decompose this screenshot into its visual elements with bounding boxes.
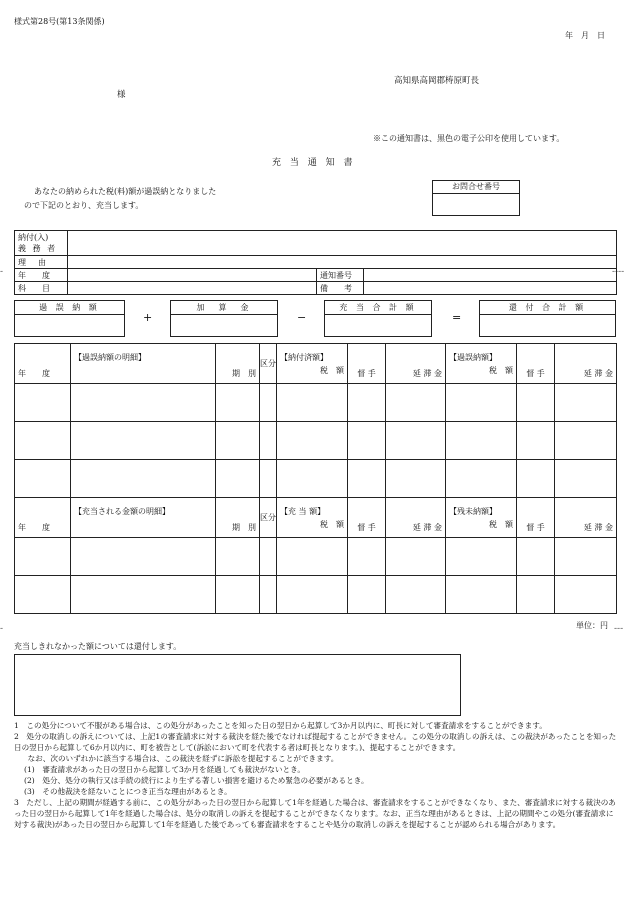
notice-no-label: 通知番号 <box>317 269 364 282</box>
t2-delay2-head: 延 滞 金 <box>555 498 617 538</box>
year-label: 年 度 <box>15 269 68 282</box>
page-title: 充 当 通 知 書 <box>272 158 356 168</box>
note-2-sub: なお、次のいずれかに該当する場合は、この裁決を経ずに訴訟を提起することができます。 <box>20 754 339 763</box>
form-id: 様式第28号(第13条関係) <box>14 17 105 26</box>
seal-note: ※この通知書は、黒色の電子公印を使用しています。 <box>373 134 565 143</box>
t2-delay-head: 延 滞 金 <box>386 498 446 538</box>
reason-label: 理 由 <box>15 256 68 269</box>
equals-sign: = <box>452 311 462 324</box>
table-row <box>15 422 617 460</box>
payer-label <box>15 231 68 256</box>
t2-applied-title: 【充 当 額】 <box>280 506 326 516</box>
remarks-label: 備 考 <box>317 282 364 295</box>
right-margin-mark: ---- <box>612 267 625 277</box>
inquiry-label: お問合せ番号 <box>433 181 519 194</box>
year-value <box>68 269 317 282</box>
item-label: 科 目 <box>15 282 68 295</box>
refund-note: 充当しきれなかった額については還付します。 <box>14 642 182 651</box>
t1-paid-title: 【納付済額】 <box>280 352 328 362</box>
t1-over-head <box>446 344 517 384</box>
table2-header <box>15 498 617 538</box>
t1-tokushu-head: 督 手 <box>348 344 386 384</box>
t2-unpaid-head <box>446 498 517 538</box>
t1-kubun-head: 区分 <box>260 344 277 384</box>
note-2-3: (3) その他裁決を経ないことにつき正当な理由があるとき。 <box>24 787 232 796</box>
table-row <box>15 460 617 498</box>
table-row <box>15 384 617 422</box>
applied-total-box <box>324 300 432 337</box>
addressee-suffix: 様 <box>117 90 126 100</box>
t1-detail-head: 【過誤納額の明細】 <box>71 344 216 384</box>
t1-year-head: 年 度 <box>15 344 71 384</box>
t2-kubun-head: 区分 <box>260 498 277 538</box>
addition-label: 加 算 金 <box>171 301 277 315</box>
t1-delay-head: 延 滞 金 <box>386 344 446 384</box>
reason-value <box>68 256 617 269</box>
t2-tax-head: 税 額 <box>320 519 344 529</box>
t1-paid-head <box>277 344 348 384</box>
t2-applied-head <box>277 498 348 538</box>
t2-detail-head: 【充当される金額の明細】 <box>71 498 216 538</box>
t1-delay2-head: 延 滞 金 <box>555 344 617 384</box>
minus-sign: − <box>297 311 307 324</box>
legal-notes <box>14 720 618 830</box>
refund-total-box <box>479 300 616 337</box>
issuer: 高知県高岡郡梼原町長 <box>394 76 480 86</box>
item-value <box>68 282 317 295</box>
t2-year-head: 年 度 <box>15 498 71 538</box>
t2-tokushu-head: 督 手 <box>348 498 386 538</box>
inquiry-box <box>432 180 520 216</box>
t2-period-head: 期 別 <box>216 498 260 538</box>
payer-label-2: 義 務 者 <box>18 244 58 253</box>
note-1: 1 この処分について不服がある場合は、この処分があったことを知った日の翌日から起算して3か月以内に、町長に対して審査請求をすることができます。 <box>14 721 547 730</box>
t1-tax-head: 税 額 <box>320 365 344 375</box>
intro-line-2: ので下記のとおり、充当します。 <box>24 201 144 210</box>
date-label: 年 月 日 <box>565 31 605 40</box>
t2-tokushu2-head: 督 手 <box>517 498 555 538</box>
overpaid-label: 過 誤 納 額 <box>15 301 124 315</box>
t2-unpaid-title: 【残未納額】 <box>449 506 497 516</box>
t1-tax2-head: 税 額 <box>489 365 513 375</box>
plus-sign: + <box>143 311 153 324</box>
left-margin-mark-2: - <box>0 624 4 634</box>
info-table <box>14 230 617 295</box>
right-margin-mark-2: --- <box>614 624 624 634</box>
table-row <box>15 538 617 576</box>
remarks-value <box>364 282 617 295</box>
refund-total-label: 還 付 合 計 額 <box>480 301 615 315</box>
note-2: 2 処分の取消しの訴えについては、上記1の審査請求に対する裁決を経た後でなければ提起することができません。この処分の取消しの訴えは、この裁決があったことを知った日の翌日から起算して6か月以内に、町を被告として(訴訟において町を代表する者は町長となります。)、提起することができます。 <box>14 732 617 752</box>
addition-box <box>170 300 278 337</box>
t1-tokushu2-head: 督 手 <box>517 344 555 384</box>
note-3: 3 ただし、上記の期間が経過する前に、この処分があった日の翌日から起算して1年を経過した場合は、審査請求をすることができなくなり、また、審査請求に対する裁決のあった日の翌日から起算して1年を経過した場合は、処分の取消しの訴えを提起することができなくなります。なお、正当な理由があるときは、上記の期間やこの処分(審査請求に対する裁決)があった日の翌日から起算して1年を経過した後であっても審査請求をすることや処分の取消しの訴えを提起することが認められる場合があります。 <box>14 798 616 829</box>
refund-note-box <box>14 654 461 716</box>
overpaid-box <box>14 300 125 337</box>
unit-label: 単位：円 <box>576 621 608 630</box>
t1-period-head: 期 別 <box>216 344 260 384</box>
notice-no-value <box>364 269 617 282</box>
note-2-2: (2) 処分、処分の執行又は手続の続行により生ずる著しい損害を避けるため緊急の必要があるとき。 <box>24 776 369 785</box>
intro-line-1: あなたの納められた税(料)額が過誤納となりました <box>34 187 217 196</box>
applied-total-label: 充 当 合 計 額 <box>325 301 431 315</box>
table1-header <box>15 344 617 384</box>
note-2-1: (1) 審査請求があった日の翌日から起算して3か月を経過しても裁決がないとき。 <box>24 765 305 774</box>
t2-tax2-head: 税 額 <box>489 519 513 529</box>
payer-label-1: 納付(入) <box>18 233 49 242</box>
t1-over-title: 【過誤納額】 <box>449 352 497 362</box>
table-row <box>15 576 617 614</box>
left-margin-mark: - <box>0 267 4 277</box>
payer-value <box>68 231 617 256</box>
detail-table <box>14 343 617 614</box>
